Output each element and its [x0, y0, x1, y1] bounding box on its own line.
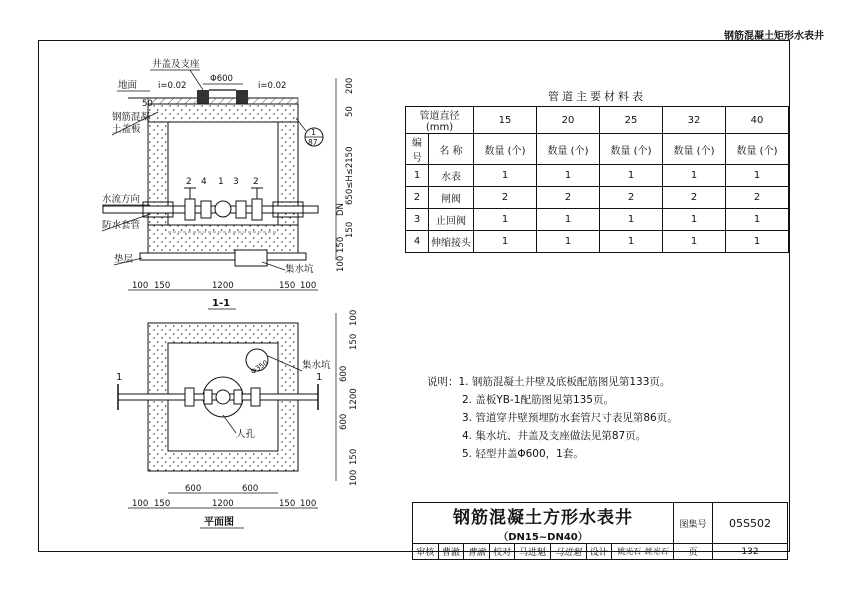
- table-cell: 数量 (个): [726, 134, 789, 165]
- slab-label-2: 土盖板: [112, 124, 141, 135]
- plan-dim-b-100b: 100: [300, 499, 317, 509]
- table-cell: 1: [726, 209, 789, 231]
- sump-pit: [235, 250, 267, 266]
- table-header-cell: 25: [600, 107, 663, 134]
- table-cell: 1: [537, 165, 600, 187]
- detail-page: 87: [308, 138, 318, 147]
- sump-dia: Φ350: [249, 358, 270, 377]
- dim-r-h: 650≤H≤2150: [345, 146, 355, 205]
- plan-dim-r-600b: 600: [339, 413, 349, 430]
- check-valve: [236, 201, 246, 218]
- notes-heading: 说明：: [427, 376, 459, 388]
- dim-r-200: 200: [345, 77, 355, 94]
- note-line: 2. 盖板YB-1配筋图见第135页。: [462, 394, 614, 406]
- table-cell: 1: [726, 231, 789, 253]
- plan-label: 平面图: [204, 517, 234, 528]
- table-cell: 1: [537, 231, 600, 253]
- part-label-2: 4: [201, 177, 207, 187]
- plan-dim-r-100b: 100: [349, 469, 359, 486]
- sheet-header: 钢筋混凝土矩形水表井: [724, 31, 824, 42]
- sleeve-label: 防水套管: [102, 220, 141, 231]
- plan-dim-inner-600b: 600: [242, 484, 259, 494]
- slab-label-1: 钢筋混凝: [112, 112, 151, 123]
- table-cell: 1: [726, 165, 789, 187]
- section-view: [102, 58, 355, 309]
- plan-dim-inner-600a: 600: [185, 484, 202, 494]
- note-line: 3. 管道穿井壁预埋防水套管尺寸表见第86页。: [462, 412, 678, 424]
- note-line: 5. 轻型井盖Φ600，1套。: [462, 448, 584, 460]
- detail-num: 1: [311, 128, 317, 137]
- page-label: 页: [674, 544, 713, 560]
- plan-dim-r-1200: 1200: [349, 388, 359, 410]
- table-cell: 1: [474, 231, 537, 253]
- table-cell: 1: [537, 209, 600, 231]
- note-line: 4. 集水坑、井盖及支座做法见第87页。: [462, 430, 647, 442]
- table-cell: 1: [663, 165, 726, 187]
- cut-label-left: 1: [116, 372, 123, 383]
- dim-r-dn: DN: [336, 203, 346, 216]
- drawing-subtitle: （DN15~DN40）: [498, 532, 588, 543]
- part-label-4: 3: [233, 177, 239, 187]
- table-cell: 2: [663, 187, 726, 209]
- table-cell: 伸缩接头: [429, 231, 474, 253]
- table-header-cell: 15: [474, 107, 537, 134]
- table-cell: 编号: [406, 134, 429, 165]
- plan-dim-b-150a: 150: [154, 499, 171, 509]
- drawing-title: 钢筋混凝土方形水表井: [453, 508, 633, 528]
- check-label: 校对: [489, 544, 515, 560]
- table-cell: 名 称: [429, 134, 474, 165]
- table-cell: 4: [406, 231, 429, 253]
- ground-label: 地面: [118, 80, 138, 91]
- title-block: [412, 502, 788, 558]
- cover-dia: Φ600: [210, 74, 233, 84]
- reviewer-name: 曹澈: [438, 544, 464, 560]
- base-slab: [148, 225, 298, 253]
- design-label: 设计: [586, 544, 612, 560]
- table-cell: 1: [406, 165, 429, 187]
- reviewer-signature: 曹澈: [464, 544, 490, 560]
- table-cell: 止回阀: [429, 209, 474, 231]
- expansion-joint: [201, 201, 211, 218]
- material-table-title: 管道主要材料表: [548, 90, 646, 103]
- cover-support-left: [197, 90, 209, 104]
- dim-b-100b: 100: [300, 281, 317, 291]
- table-row: [406, 165, 789, 187]
- table-cell: 2: [726, 187, 789, 209]
- table-cell: 1: [600, 165, 663, 187]
- table-cell: 数量 (个): [663, 134, 726, 165]
- notes-block: [427, 373, 678, 463]
- table-cell: 2: [600, 187, 663, 209]
- material-table: [405, 106, 789, 253]
- dim-b-1200: 1200: [212, 281, 234, 291]
- dim-b-150a: 150: [154, 281, 171, 291]
- plan-dim-b-100a: 100: [132, 499, 149, 509]
- table-cell: 2: [406, 187, 429, 209]
- table-row: [406, 209, 789, 231]
- table-cell: 闸阀: [429, 187, 474, 209]
- slope-left: i=0.02: [158, 81, 187, 91]
- table-cell: 1: [474, 209, 537, 231]
- water-meter: [215, 201, 231, 217]
- plan-dim-r-100a: 100: [349, 309, 359, 326]
- section-label: 1-1: [212, 298, 231, 309]
- dim-left-50: 50: [142, 99, 153, 109]
- table-row: [406, 231, 789, 253]
- table-cell: 1: [663, 231, 726, 253]
- atlas-label: 图集号: [674, 503, 713, 544]
- title-cell: [413, 503, 674, 544]
- part-label-3: 1: [218, 177, 224, 187]
- part-label-1: 2: [186, 177, 192, 187]
- cover-label: 井盖及支座: [152, 59, 200, 70]
- table-cell: 2: [474, 187, 537, 209]
- table-cell: 1: [600, 209, 663, 231]
- cut-label-right: 1: [316, 372, 323, 383]
- table-header-cell: 40: [726, 107, 789, 134]
- page-number: 132: [713, 544, 788, 560]
- plan-view: [116, 310, 359, 528]
- sump-label: 集水坑: [285, 264, 314, 275]
- table-cell: 数量 (个): [600, 134, 663, 165]
- checker-name: 马进魁: [515, 544, 551, 560]
- table-row: [406, 187, 789, 209]
- cover-slab: [148, 104, 298, 122]
- dim-r-150b: 150: [336, 236, 346, 253]
- table-header-cell: 管道直径(mm): [406, 107, 474, 134]
- plan-dim-b-1200: 1200: [212, 499, 234, 509]
- plan-valve-left: [185, 388, 194, 406]
- table-cell: 1: [663, 209, 726, 231]
- flow-label: 水流方向: [102, 194, 141, 205]
- table-cell: 数量 (个): [474, 134, 537, 165]
- ground-hatch: [148, 98, 298, 104]
- table-cell: 水表: [429, 165, 474, 187]
- table-cell: 3: [406, 209, 429, 231]
- table-header-cell: 20: [537, 107, 600, 134]
- plan-sump-label: 集水坑: [302, 360, 331, 371]
- review-label: 审核: [413, 544, 439, 560]
- dim-r-50: 50: [345, 106, 355, 117]
- valve-left: [185, 199, 195, 220]
- table-header-row: [406, 107, 789, 134]
- plan-dim-r-600a: 600: [339, 365, 349, 382]
- checker-signature: 马进魁: [550, 544, 586, 560]
- plan-check: [234, 390, 242, 404]
- part-label-5: 2: [253, 177, 259, 187]
- cushion-layer: [140, 253, 306, 260]
- plan-dim-r-150a: 150: [349, 333, 359, 350]
- cushion-label: 垫层: [114, 254, 134, 265]
- cover-support-right: [236, 90, 248, 104]
- note-item: 1. 钢筋混凝土井壁及底板配筋图见第133页。: [458, 376, 671, 388]
- table-header-cell: 32: [663, 107, 726, 134]
- plan-dim-b-150b: 150: [279, 499, 296, 509]
- dim-b-100a: 100: [132, 281, 149, 291]
- atlas-number: 05S502: [713, 503, 788, 544]
- table-cell: 数量 (个): [537, 134, 600, 165]
- plan-meter: [216, 390, 230, 404]
- manhole-label: 人孔: [236, 429, 256, 440]
- plan-valve-right: [251, 388, 260, 406]
- table-cell: 2: [537, 187, 600, 209]
- dim-r-150a: 150: [345, 221, 355, 238]
- plan-joint: [204, 390, 212, 404]
- plan-dim-r-150b: 150: [349, 448, 359, 465]
- dim-r-100: 100: [336, 255, 346, 272]
- dim-b-150b: 150: [279, 281, 296, 291]
- note-line: [427, 373, 678, 391]
- designer-name: 姚光石 姚光石: [612, 544, 674, 560]
- slope-right: i=0.02: [258, 81, 287, 91]
- table-subheader-row: [406, 134, 789, 165]
- table-cell: 1: [600, 231, 663, 253]
- valve-right: [252, 199, 262, 220]
- table-cell: 1: [474, 165, 537, 187]
